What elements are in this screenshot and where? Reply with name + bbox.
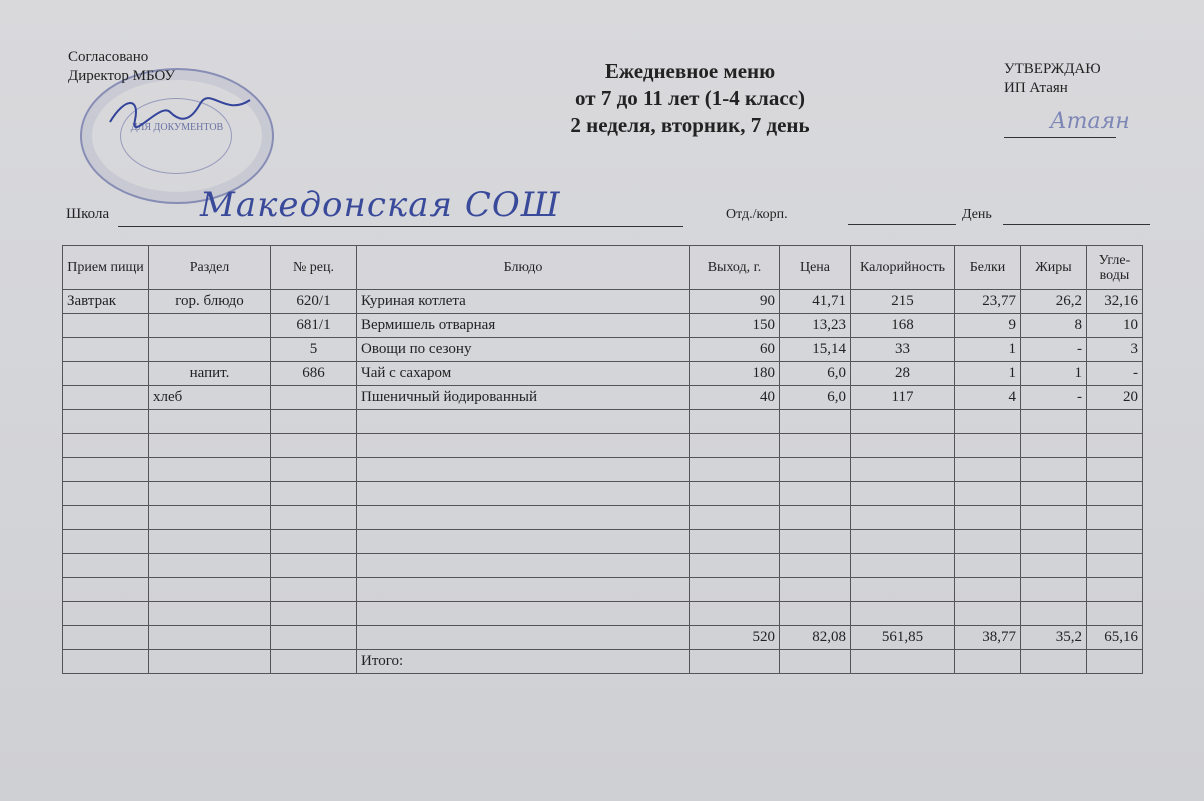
cell-protein: 4 — [955, 386, 1021, 410]
day-label: День — [962, 207, 992, 222]
cell-calories: 168 — [851, 314, 955, 338]
cell-dish: Вермишель отварная — [357, 314, 690, 338]
table-row — [63, 314, 1143, 338]
dept-underline — [848, 224, 956, 225]
header-carbs: Угле-воды — [1087, 246, 1143, 290]
cell-fat: - — [1021, 386, 1087, 410]
cell-recipe — [271, 386, 357, 410]
cell-protein: 1 — [955, 338, 1021, 362]
approved-left-line-1: Согласовано — [68, 49, 149, 65]
title-line-1: Ежедневное меню — [604, 59, 776, 83]
total-price: 82,08 — [780, 626, 851, 650]
header-section: Раздел — [149, 246, 271, 290]
cell-fat: 26,2 — [1021, 290, 1087, 314]
cell-fat: 1 — [1021, 362, 1087, 386]
header-calories: Калорийность — [851, 246, 955, 290]
cell-yield: 60 — [690, 338, 780, 362]
header-yield: Выход, г. — [690, 246, 780, 290]
approved-right-line-2: ИП Атаян — [1004, 80, 1068, 96]
cell-meal: Завтрак — [63, 290, 149, 314]
total-carbs: 65,16 — [1087, 626, 1143, 650]
director-signature-icon — [105, 92, 255, 132]
table-row — [63, 290, 1143, 314]
title-line-2: от 7 до 11 лет (1-4 класс) — [575, 86, 805, 110]
empty-row — [63, 554, 1143, 578]
cell-yield: 90 — [690, 290, 780, 314]
round-stamp — [80, 68, 274, 204]
empty-row — [63, 434, 1143, 458]
cell-recipe: 686 — [271, 362, 357, 386]
dept-label: Отд./корп. — [726, 207, 788, 222]
table-row — [63, 362, 1143, 386]
cell-protein: 1 — [955, 362, 1021, 386]
signature-right-text: Атаян — [1050, 109, 1130, 134]
approved-right-block — [1004, 60, 1101, 98]
school-label: Школа — [66, 206, 110, 222]
header-protein: Белки — [955, 246, 1021, 290]
cell-meal — [63, 338, 149, 362]
header-meal: Прием пищи — [63, 246, 149, 290]
stamp-text: ДЛЯ ДОКУМЕНТОВ — [130, 122, 224, 133]
empty-row — [63, 530, 1143, 554]
total-protein: 38,77 — [955, 626, 1021, 650]
cell-section: напит. — [149, 362, 271, 386]
school-name-handwritten: Македонская СОШ — [200, 185, 561, 225]
header-dish: Блюдо — [357, 246, 690, 290]
cell-protein: 9 — [955, 314, 1021, 338]
total-fat: 35,2 — [1021, 626, 1087, 650]
signature-line — [1004, 137, 1116, 138]
header-fat: Жиры — [1021, 246, 1087, 290]
cell-meal — [63, 386, 149, 410]
cell-calories: 28 — [851, 362, 955, 386]
cell-yield: 150 — [690, 314, 780, 338]
approved-right-line-1: УТВЕРЖДАЮ — [1004, 61, 1101, 77]
cell-section: гор. блюдо — [149, 290, 271, 314]
cell-carbs: - — [1087, 362, 1143, 386]
cell-dish: Пшеничный йодированный — [357, 386, 690, 410]
total-calories: 561,85 — [851, 626, 955, 650]
cell-dish: Чай с сахаром — [357, 362, 690, 386]
signature-right — [1040, 102, 1160, 140]
cell-recipe: 620/1 — [271, 290, 357, 314]
cell-protein: 23,77 — [955, 290, 1021, 314]
cell-section — [149, 338, 271, 362]
empty-row — [63, 410, 1143, 434]
cell-yield: 40 — [690, 386, 780, 410]
table-header-row — [63, 246, 1143, 290]
cell-recipe: 681/1 — [271, 314, 357, 338]
cell-section — [149, 314, 271, 338]
cell-section: хлеб — [149, 386, 271, 410]
total-yield: 520 — [690, 626, 780, 650]
cell-price: 15,14 — [780, 338, 851, 362]
empty-row — [63, 506, 1143, 530]
approved-left-block — [68, 48, 175, 86]
empty-row — [63, 482, 1143, 506]
total-label: Итого: — [357, 650, 690, 674]
cell-carbs: 20 — [1087, 386, 1143, 410]
cell-calories: 117 — [851, 386, 955, 410]
day-underline — [1003, 224, 1150, 225]
empty-row — [63, 602, 1143, 626]
cell-meal — [63, 314, 149, 338]
cell-price: 6,0 — [780, 386, 851, 410]
cell-recipe: 5 — [271, 338, 357, 362]
totals-row — [63, 626, 1143, 650]
cell-dish: Овощи по сезону — [357, 338, 690, 362]
cell-carbs: 10 — [1087, 314, 1143, 338]
cell-calories: 215 — [851, 290, 955, 314]
cell-price: 41,71 — [780, 290, 851, 314]
cell-carbs: 3 — [1087, 338, 1143, 362]
cell-price: 6,0 — [780, 362, 851, 386]
cell-carbs: 32,16 — [1087, 290, 1143, 314]
header-recipe: № рец. — [271, 246, 357, 290]
total-label-row — [63, 650, 1143, 674]
empty-row — [63, 458, 1143, 482]
table-row — [63, 338, 1143, 362]
cell-fat: - — [1021, 338, 1087, 362]
title-line-3: 2 неделя, вторник, 7 день — [570, 113, 810, 137]
empty-row — [63, 578, 1143, 602]
document-title — [480, 58, 900, 139]
header-price: Цена — [780, 246, 851, 290]
school-underline — [118, 226, 683, 227]
cell-price: 13,23 — [780, 314, 851, 338]
menu-table — [62, 245, 1143, 674]
approved-left-line-2: Директор МБОУ — [68, 68, 176, 84]
table-row — [63, 386, 1143, 410]
cell-yield: 180 — [690, 362, 780, 386]
cell-dish: Куриная котлета — [357, 290, 690, 314]
cell-fat: 8 — [1021, 314, 1087, 338]
cell-meal — [63, 362, 149, 386]
cell-calories: 33 — [851, 338, 955, 362]
